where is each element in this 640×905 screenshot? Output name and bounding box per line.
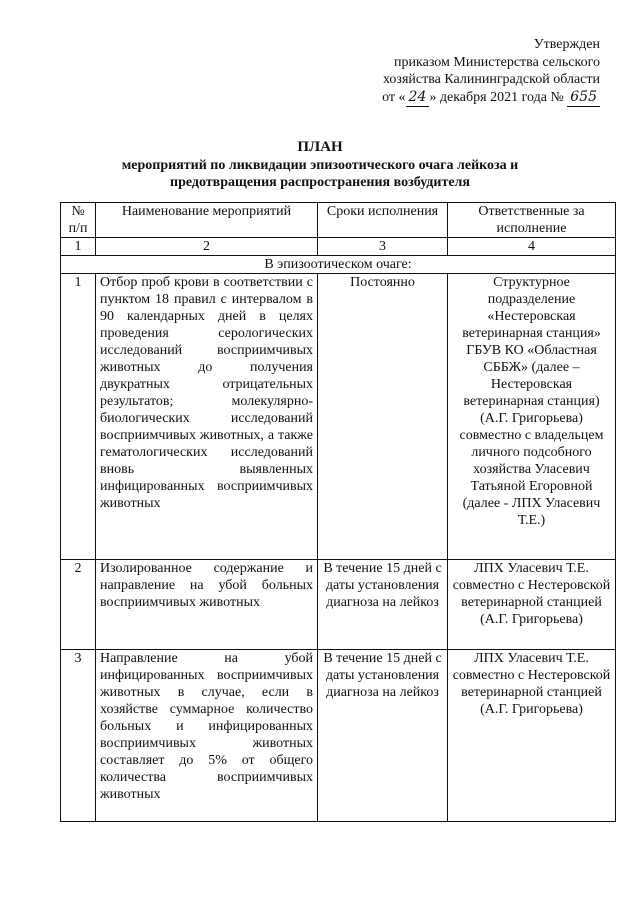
row-responsible: ЛПХ Уласевич Т.Е. совместно с Нестеровской ветеринарной станцией (А.Г. Григорьева) bbox=[448, 650, 616, 822]
header-name: Наименование мероприятий bbox=[96, 203, 318, 238]
plan-subtitle-1: мероприятий по ликвидации эпизоотического очага лейкоза и bbox=[121, 157, 519, 173]
table-row bbox=[61, 650, 616, 822]
row-measure: Направление на убой инфицированных восприимчивых животных в случае, если в хозяйстве суммарное количество больных и инфицированных восприимчивых животных составляет до 5% от общего количества восприимчивых животных bbox=[96, 650, 318, 822]
approval-date-line bbox=[382, 89, 600, 108]
plan-table bbox=[60, 202, 616, 822]
row-measure: Изолированное содержание и направление на убой больных восприимчивых животных bbox=[96, 560, 318, 650]
date-prefix: от « bbox=[382, 89, 406, 105]
approval-block bbox=[382, 36, 600, 107]
approval-line-2: приказом Министерства сельского bbox=[394, 54, 600, 70]
table-index-row bbox=[61, 238, 616, 256]
row-deadline: Постоянно bbox=[318, 274, 448, 560]
section-title: В эпизоотическом очаге: bbox=[61, 256, 616, 274]
table-row bbox=[61, 274, 616, 560]
approval-line-1: Утвержден bbox=[533, 37, 600, 52]
handwritten-day: 24 bbox=[406, 89, 430, 108]
plan-subtitle-2: предотвращения распространения возбудителя bbox=[170, 175, 470, 190]
header-number: № п/п bbox=[61, 203, 96, 238]
table-header-row bbox=[61, 203, 616, 238]
plan-heading: ПЛАН bbox=[297, 139, 343, 155]
date-middle: » декабря 2021 года № bbox=[429, 89, 564, 105]
header-responsible: Ответственные за исполнение bbox=[448, 203, 616, 238]
handwritten-order-number: 655 bbox=[567, 89, 600, 108]
row-measure: Отбор проб крови в соответствии с пунктом 18 правил с интервалом в 90 календарных дней в целях проведения серологических исследований восприимчивых животных до получения двукратных отрицательных результатов; молекулярно-биологических исследований восприимчивых животных, а также гематологических исследований вновь выявленных инфицированных восприимчивых животных bbox=[96, 274, 318, 560]
index-cell: 1 bbox=[61, 238, 96, 256]
row-number: 3 bbox=[61, 650, 96, 822]
section-row bbox=[61, 256, 616, 274]
row-deadline: В течение 15 дней с даты установления диагноза на лейкоз bbox=[318, 560, 448, 650]
row-responsible: ЛПХ Уласевич Т.Е. совместно с Нестеровской ветеринарной станцией (А.Г. Григорьева) bbox=[448, 560, 616, 650]
row-number: 1 bbox=[61, 274, 96, 560]
approval-line-3: хозяйства Калининградской области bbox=[382, 72, 600, 87]
index-cell: 3 bbox=[318, 238, 448, 256]
row-deadline: В течение 15 дней с даты установления диагноза на лейкоз bbox=[318, 650, 448, 822]
header-deadline: Сроки исполнения bbox=[318, 203, 448, 238]
document-title bbox=[40, 139, 600, 192]
index-cell: 4 bbox=[448, 238, 616, 256]
table-row bbox=[61, 560, 616, 650]
row-number: 2 bbox=[61, 560, 96, 650]
row-responsible: Структурное подразделение «Нестеровская ветеринарная станция» ГБУВ КО «Областная СББЖ» (далее – Нестеровская ветеринарная станция) (А.Г. Григорьева) совместно с владельцем личного подсобного хозяйства Уласевич Татьяной Егоровной (далее - ЛПХ Уласевич Т.Е.) bbox=[448, 274, 616, 560]
index-cell: 2 bbox=[96, 238, 318, 256]
